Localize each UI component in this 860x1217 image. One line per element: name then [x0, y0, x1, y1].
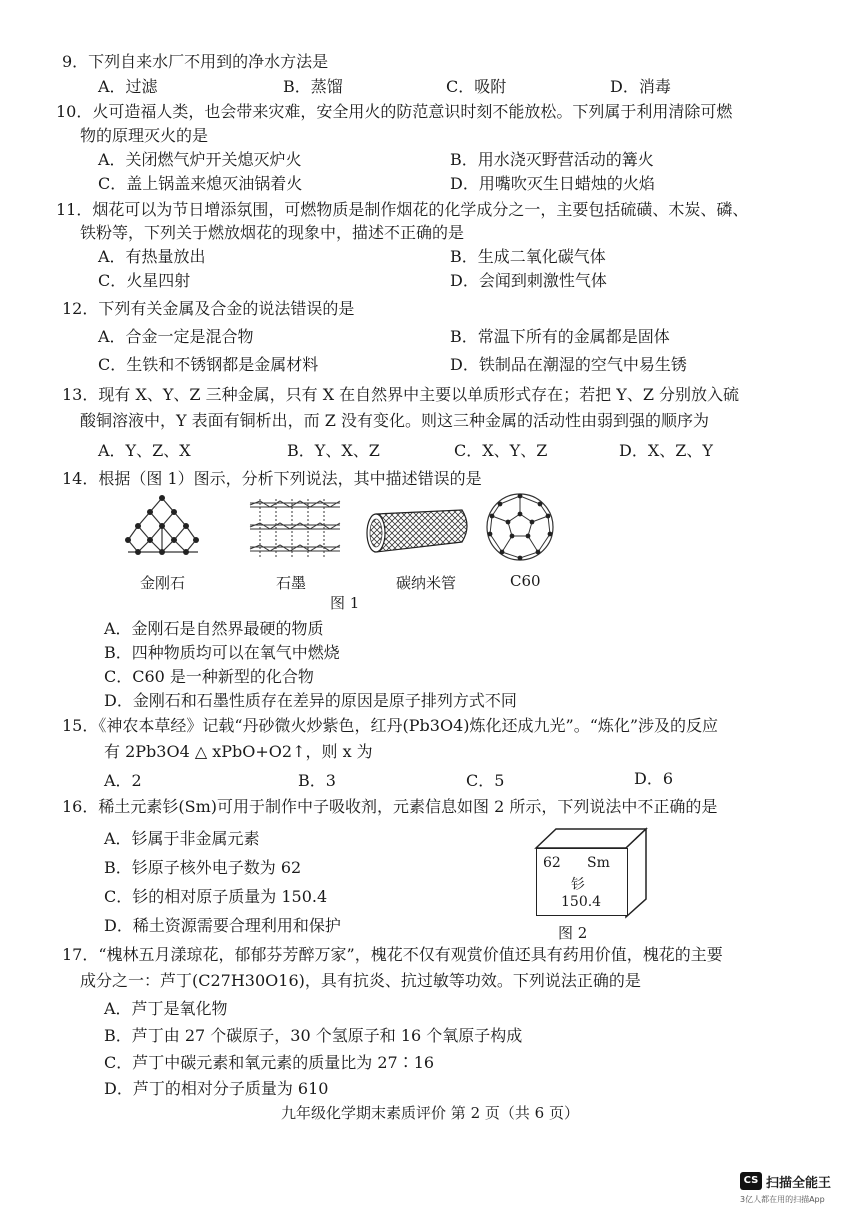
q16-stem: 16．稀土元素钐(Sm)可用于制作中子吸收剂，元素信息如图 2 所示，下列说法中不正确的是 [62, 797, 718, 816]
q13-stem-2: 酸铜溶液中，Y 表面有铜析出，而 Z 没有变化。则这三种金属的活动性由弱到强的顺序为 [80, 411, 709, 430]
q10-option-c: C．盖上锅盖来熄灭油锅着火 [98, 174, 303, 193]
scanner-watermark [740, 1172, 850, 1212]
watermark-tagline: 3亿人都在用的扫描App [740, 1195, 825, 1204]
q14-option-a: A．金刚石是自然界最硬的物质 [104, 619, 324, 638]
q13-option-c: C．X、Y、Z [454, 441, 548, 460]
q15-option-b: B．3 [298, 771, 336, 790]
q10-option-d: D．用嘴吹灭生日蜡烛的火焰 [450, 174, 655, 193]
q16-option-d: D．稀土资源需要合理利用和保护 [104, 916, 341, 935]
q13-option-a: A．Y、Z、X [98, 441, 191, 460]
q14-option-c: C．C60 是一种新型的化合物 [104, 667, 314, 686]
q14-stem: 14．根据（图 1）图示，分析下列说法，其中描述错误的是 [62, 469, 482, 488]
q9-option-a: A．过滤 [98, 77, 158, 96]
fig1-label-diamond: 金刚石 [140, 574, 186, 592]
q11-option-d: D．会闻到刺激性气体 [450, 271, 607, 290]
q17-option-d: D．芦丁的相对分子质量为 610 [104, 1079, 329, 1098]
q11-option-b: B．生成二氧化碳气体 [450, 247, 606, 266]
q17-stem-1: 17．“槐林五月漾琼花，郁郁芬芳醉万家”，槐花不仅有观赏价值还具有药用价值，槐花的主要 [62, 945, 723, 964]
fig1-caption: 图 1 [330, 594, 360, 612]
element-symbol: Sm [587, 855, 610, 871]
q10-option-b: B．用水浇灭野营活动的篝火 [450, 150, 654, 169]
q13-option-d: D．X、Z、Y [619, 441, 713, 460]
q15-option-c: C．5 [466, 771, 505, 790]
element-card-samarium [536, 848, 628, 916]
q13-stem-1: 13．现有 X、Y、Z 三种金属，只有 X 在自然界中主要以单质形式存在；若把 Y、Z 分别放入硫 [62, 385, 740, 404]
q17-stem-2: 成分之一：芦丁(C27H30O16)，具有抗炎、抗过敏等功效。下列说法正确的是 [80, 971, 641, 990]
q12-option-b: B．常温下所有的金属都是固体 [450, 327, 670, 346]
q11-option-c: C．火星四射 [98, 271, 191, 290]
q12-option-c: C．生铁和不锈钢都是金属材料 [98, 355, 319, 374]
q11-option-a: A．有热量放出 [98, 247, 206, 266]
q17-option-a: A．芦丁是氧化物 [104, 999, 228, 1018]
q13-option-b: B．Y、X、Z [287, 441, 380, 460]
element-atomic-number: 62 [543, 855, 561, 871]
q15-option-d: D．6 [634, 769, 674, 788]
q10-stem-2: 物的原理灭火的是 [80, 126, 209, 145]
q11-stem-2: 铁粉等，下列关于燃放烟花的现象中，描述不正确的是 [80, 223, 465, 242]
camscanner-logo-icon: CS [740, 1172, 762, 1190]
c60-structure-figure [482, 490, 558, 564]
q16-option-b: B．钐原子核外电子数为 62 [104, 858, 302, 877]
q10-stem-1: 10．火可造福人类，也会带来灾难，安全用火的防范意识时刻不能放松。下列属于利用清除可燃 [56, 102, 733, 121]
q12-option-d: D．铁制品在潮湿的空气中易生锈 [450, 355, 687, 374]
element-atomic-mass: 150.4 [561, 894, 602, 910]
q10-option-a: A．关闭燃气炉开关熄灭炉火 [98, 150, 302, 169]
q15-stem-1: 15．《神农本草经》记载“丹砂微火炒紫色，红丹(Pb3O4)炼化还成九光”。“炼化”涉及的反应 [62, 716, 719, 735]
q16-option-a: A．钐属于非金属元素 [104, 829, 260, 848]
fig1-label-graphite: 石墨 [276, 574, 307, 592]
q15-stem-2: 有 2Pb3O4 △ xPbO+O2↑，则 x 为 [104, 742, 373, 761]
fig1-label-nanotube: 碳纳米管 [396, 574, 457, 592]
fig1-label-c60: C60 [510, 572, 541, 590]
q9-option-d: D．消毒 [610, 77, 671, 96]
graphite-structure-figure [246, 495, 344, 561]
diamond-structure-figure [122, 494, 204, 558]
q9-option-c: C．吸附 [446, 77, 507, 96]
q12-option-a: A．合金一定是混合物 [98, 327, 254, 346]
carbon-nanotube-figure [362, 506, 474, 558]
fig2-caption: 图 2 [558, 924, 588, 942]
q9-option-b: B．蒸馏 [283, 77, 343, 96]
page-footer: 九年级化学期末素质评价 第 2 页（共 6 页） [281, 1104, 579, 1122]
q12-stem: 12．下列有关金属及合金的说法错误的是 [62, 299, 355, 318]
q9-stem: 9．下列自来水厂不用到的净水方法是 [62, 52, 329, 71]
q15-option-a: A．2 [104, 771, 142, 790]
element-name: 钐 [571, 877, 585, 893]
q17-option-b: B．芦丁由 27 个碳原子，30 个氢原子和 16 个氧原子构成 [104, 1026, 523, 1045]
q14-option-d: D．金刚石和石墨性质存在差异的原因是原子排列方式不同 [104, 691, 517, 710]
q17-option-c: C．芦丁中碳元素和氧元素的质量比为 27∶16 [104, 1053, 435, 1072]
q14-option-b: B．四种物质均可以在氧气中燃烧 [104, 643, 340, 662]
q16-option-c: C．钐的相对原子质量为 150.4 [104, 887, 328, 906]
q11-stem-1: 11．烟花可以为节日增添氛围，可燃物质是制作烟花的化学成分之一，主要包括硫磺、木炭、磷、 [56, 200, 749, 219]
watermark-app-name: 扫描全能王 [766, 1176, 832, 1191]
